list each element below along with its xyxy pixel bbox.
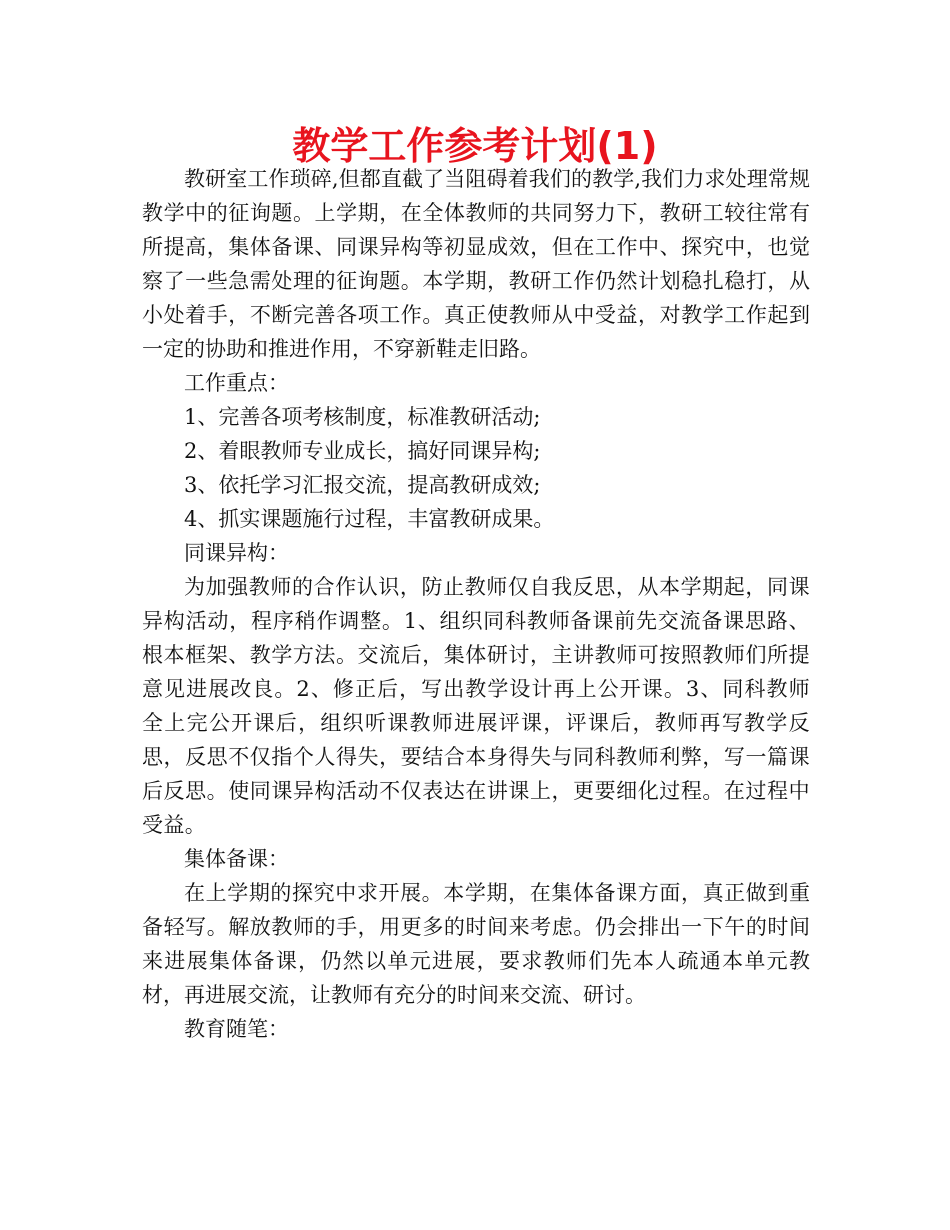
list-item-1: 1、完善各项考核制度，标准教研活动; [184,405,541,429]
paragraph-same-lesson: 为加强教师的合作认识，防止教师仅自我反思，从本学期起，同课异构活动，程序稍作调整。1、组织同科教师备课前先交流备课思路、根本框架、教学方法。交流后，集体研讨，主讲教师可按照教师们所提意见进展改良。2、修正后，写出教学设计再上公开课。3、同科教师全上完公开课后，组织听课教师进展评课，评课后，教师再写教学反思，反思不仅指个人得失，要结合本身得失与同科教师利弊，写一篇课后反思。使同课异构活动不仅表达在讲课上，更要细化过程。在过程中受益。 [142,575,810,837]
list-item-3: 3、依托学习汇报交流，提高教研成效; [184,473,541,497]
heading-work-focus: 工作重点： [184,371,289,395]
heading-education-notes: 教育随笔： [184,1017,289,1041]
list-item-4: 4、抓实课题施行过程，丰富教研成果。 [184,507,555,531]
document-title: 教学工作参考计划(1) [292,124,658,168]
paragraph-collective-prep: 在上学期的探究中求开展。本学期，在集体备课方面，真正做到重备轻写。解放教师的手，用更多的时间来考虑。仍会排出一下午的时间来进展集体备课，仍然以单元进展，要求教师们先本人疏通本单元教材，再进展交流，让教师有充分的时间来交流、研讨。 [142,881,810,1007]
heading-same-lesson: 同课异构： [184,541,289,565]
list-item-2: 2、着眼教师专业成长，搞好同课异构; [184,439,541,463]
paragraph-intro: 教研室工作琐碎,但都直截了当阻碍着我们的教学,我们力求处理常规教学中的征询题。上学期，在全体教师的共同努力下，教研工较往常有所提高，集体备课、同课异构等初显成效，但在工作中、探究中，也觉察了一些急需处理的征询题。本学期，教研工作仍然计划稳扎稳打，从小处着手，不断完善各项工作。真正使教师从中受益，对教学工作起到一定的协助和推进作用，不穿新鞋走旧路。 [142,167,810,361]
document-body [142,162,810,1046]
heading-collective-prep: 集体备课： [184,847,289,871]
